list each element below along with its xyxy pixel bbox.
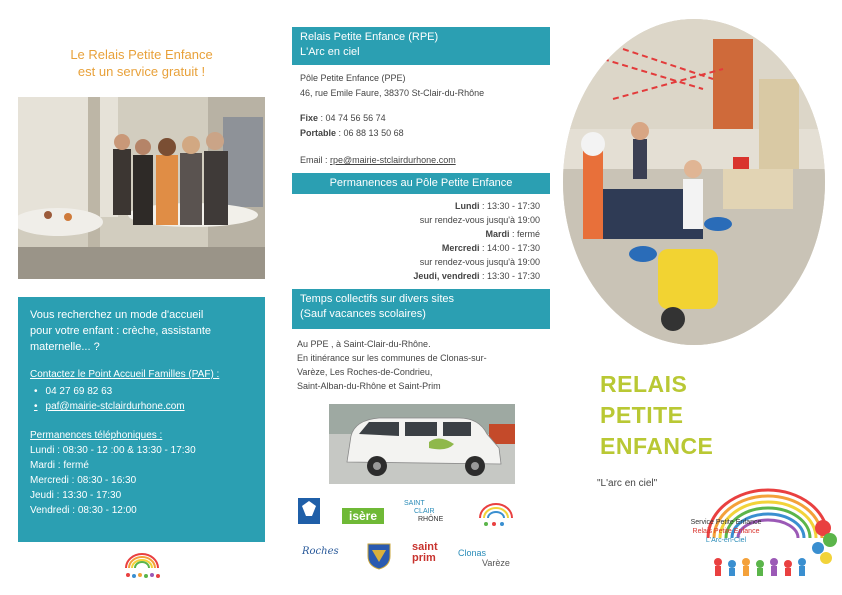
childcare-info-box bbox=[18, 297, 265, 542]
hours-row: Lundi : 13:30 - 17:30 bbox=[454, 201, 540, 211]
phone-hours-title: Permanences téléphoniques : bbox=[30, 430, 163, 441]
phone-hours-wednesday: Mercredi : 08:30 - 16:30 bbox=[30, 475, 137, 486]
rainbow-logo-small bbox=[476, 496, 516, 530]
phone-hours-tuesday: Mardi : fermé bbox=[30, 460, 89, 471]
partner-logos bbox=[292, 496, 550, 586]
portable-line: Portable : 06 88 13 50 68 bbox=[300, 128, 404, 138]
middle-panel bbox=[292, 0, 550, 595]
service-logo bbox=[668, 478, 836, 578]
roches-logo: Roches bbox=[302, 546, 339, 557]
rpe-header-band: Relais Petite Enfance (RPE) L'Arc en ciel bbox=[292, 27, 550, 65]
permanence-band: Permanences au Pôle Petite Enfance bbox=[292, 173, 550, 194]
paf-contact-list bbox=[34, 384, 253, 414]
hours-row: Mercredi : 14:00 - 17:30 bbox=[441, 243, 540, 253]
paf-phone[interactable]: • 04 27 69 82 63 bbox=[34, 384, 253, 399]
ppe-name: Pôle Petite Enfance (PPE) bbox=[300, 73, 406, 83]
phone-hours-friday: Vendredi : 08:30 - 12:00 bbox=[30, 505, 137, 516]
right-panel bbox=[560, 0, 842, 595]
itinerance-text: Au PPE , à Saint-Clair-du-Rhône. En itinérance sur les communes de Clonas-sur- Varèze, Les Roches-de-Condrieu, Saint-Alban-du-Rhône et Saint-Prim bbox=[297, 339, 487, 391]
page-subtitle: "L'arc en ciel" bbox=[597, 478, 658, 489]
fixe-line: Fixe : 04 74 56 56 74 bbox=[300, 113, 386, 123]
service-logo-text: Service Petite Enfance Relais Petite Enfance L'Arc-en-Ciel bbox=[690, 519, 762, 544]
ppe-street: 46, rue Emile Faure, 38370 St-Clair-du-Rhône bbox=[300, 88, 485, 98]
childcare-question: Vous recherchez un mode d'accueil pour votre enfant : crèche, assistante maternelle... ? bbox=[30, 309, 211, 353]
team-photo bbox=[18, 97, 265, 279]
page-title: RELAIS PETITE ENFANCE bbox=[600, 371, 714, 459]
contact-address-block bbox=[300, 71, 484, 168]
phone-hours-monday: Lundi : 08:30 - 12 :00 & 13:30 - 17:30 bbox=[30, 445, 196, 456]
saint-clair-logo: SAINT CLAIR RHÔNE bbox=[404, 500, 444, 523]
hours-row: Mardi : fermé bbox=[485, 229, 540, 239]
hours-row: sur rendez-vous jusqu'à 19:00 bbox=[419, 215, 540, 225]
permanence-hours bbox=[413, 199, 540, 283]
hours-row: Jeudi, vendredi : 13:30 - 17:30 bbox=[413, 271, 540, 281]
saint-prim-logo: saint prim bbox=[412, 541, 438, 564]
departement-logo bbox=[298, 498, 320, 528]
email-line: Email : rpe@mairie-stclairdurhone.com bbox=[300, 155, 456, 165]
playroom-circle-photo bbox=[563, 19, 825, 345]
clonas-vareze-logo: Clonas Varèze bbox=[458, 548, 510, 568]
hours-row: sur rendez-vous jusqu'à 19:00 bbox=[419, 257, 540, 267]
isere-logo: isère bbox=[342, 508, 384, 524]
rpe-email-link[interactable]: rpe@mairie-stclairdurhone.com bbox=[330, 155, 456, 165]
paf-contact-title: Contactez le Point Accueil Familles (PAF) : bbox=[30, 369, 220, 380]
paf-email-link[interactable]: • paf@mairie-stclairdurhone.com bbox=[34, 399, 253, 414]
coat-of-arms-logo bbox=[366, 542, 392, 570]
free-service-headline: Le Relais Petite Enfance est un service gratuit ! bbox=[70, 47, 213, 79]
phone-hours-thursday: Jeudi : 13:30 - 17:30 bbox=[30, 490, 122, 501]
rainbow-kids-logo bbox=[120, 548, 164, 584]
service-van-photo bbox=[329, 404, 515, 484]
left-panel bbox=[18, 0, 265, 595]
collective-times-band: Temps collectifs sur divers sites (Sauf vacances scolaires) bbox=[292, 289, 550, 329]
